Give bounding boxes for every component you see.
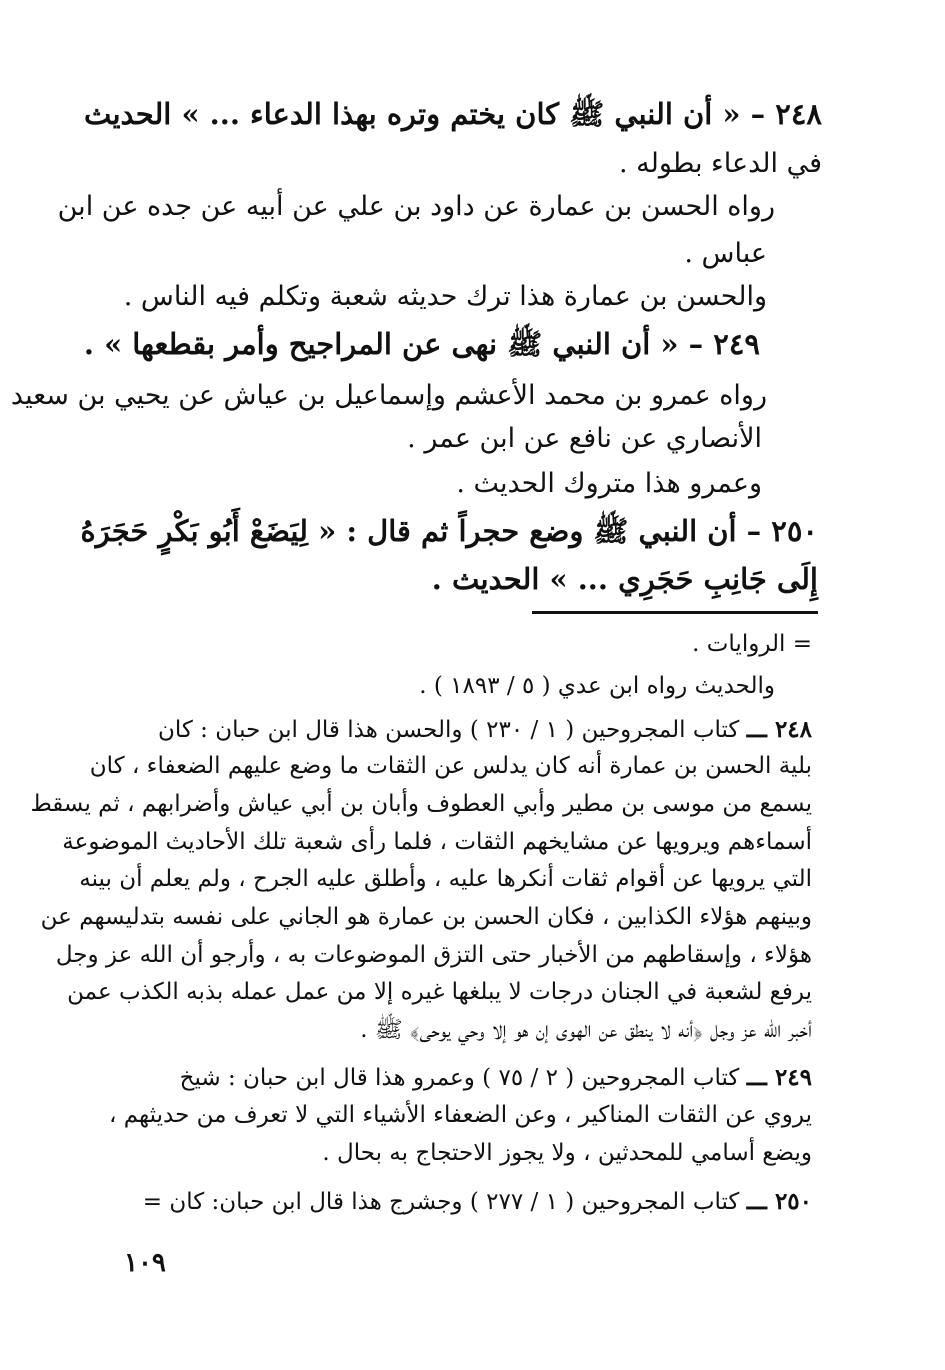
footnote-248-line-6: وبينهم هؤلاء الكذابين ، فكان الحسن بن عمارة هو الجاني على نفسه بتدليسهم عن <box>40 904 812 930</box>
footnote-249-number: ٢٤٩ ـــ <box>746 1064 812 1091</box>
page-number: ١٠٩ <box>124 1248 166 1278</box>
hadith-250-line-2: إِلَى جَانِبِ حَجَرِي ... » الحديث . <box>431 562 818 596</box>
footnote-248-line-3: يسمع من موسى بن مطير وأبي العطوف وأبان بن أبي عياش وأضرابهم ، ثم يسقط <box>30 791 812 817</box>
hadith-248-line-1: ٢٤٨ – « أن النبي ﷺ كان يختم وتره بهذا الدعاء ... » الحديث <box>83 97 822 131</box>
footnote-250-text: كتاب المجروحين ( ١ / ٢٧٧ ) وجشرج هذا قال ابن حبان: كان = <box>142 1189 740 1215</box>
hadith-249-chain-line-1: رواه عمرو بن محمد الأعشم وإسماعيل بن عياش عن يحيي بن سعيد <box>10 380 767 411</box>
hadith-249-chain-line-2: الأنصاري عن نافع عن ابن عمر . <box>407 423 762 454</box>
footnote-249-line-3: ويضع أسامي للمحدثين ، ولا يجوز الاحتجاج به بحال . <box>322 1140 812 1166</box>
footnote-248-line-2: بلية الحسن بن عمارة أنه كان يدلس عن الثقات ما وضع عليهم الضعفاء ، كان <box>89 753 812 779</box>
footnote-250-line-1 <box>143 1190 812 1214</box>
footnote-248-line-5: التي يرويها عن أقوام ثقات أنكرها عليه ، وأطلق عليه الجرح ، ولم يعلم أن بينه <box>79 866 812 892</box>
footnote-separator <box>532 611 818 614</box>
hadith-249-line-1: ٢٤٩ – « أن النبي ﷺ نهى عن المراجيح وأمر بقطعها » . <box>83 327 760 361</box>
hadith-248-grading: والحسن بن عمارة هذا ترك حديثه شعبة وتكلم فيه الناس . <box>123 281 767 312</box>
hadith-248-line-2: في الدعاء بطوله . <box>619 148 822 179</box>
footnote-250-number: ٢٥٠ ـــ <box>746 1188 812 1215</box>
footnote-248-line-1 <box>158 718 812 742</box>
footnote-248-line-9: أخبر الله عز وجل ﴿أنه لا ينطق عن الهوى إن هو إلا وحي يوحى﴾ ﷺ . <box>360 1017 812 1043</box>
footnote-249-text: كتاب المجروحين ( ٢ / ٧٥ ) وعمرو هذا قال ابن حبان : شيخ <box>179 1065 740 1091</box>
footnote-249-line-1 <box>180 1066 812 1090</box>
footnote-249-line-2: يروي عن الثقات المناكير ، وعن الضعفاء الأشياء التي لا تعرف من حديثهم ، <box>109 1102 812 1128</box>
footnote-248-line-8: يرفع لشعبة في الجنان درجات لا يبلغها غيره إلا من عمل عمله بذبه الكذب عمن <box>67 979 812 1005</box>
hadith-250-line-1: ٢٥٠ – أن النبي ﷺ وضع حجراً ثم قال : « لِيَضَعْ أَبُو بَكْرٍ حَجَرَهُ <box>80 514 818 548</box>
hadith-249-grading: وعمرو هذا متروك الحديث . <box>456 468 762 499</box>
hadith-248-chain-line-2: عباس . <box>684 238 767 269</box>
footnote-248-line-7: هؤلاء ، وإسقاطهم من الأخبار حتى التزق الموضوعات به ، وأرجو أن الله عز وجل <box>55 942 812 968</box>
footnote-continuation-2: والحديث رواه ابن عدي ( ٥ / ١٨٩٣ ) . <box>419 673 775 699</box>
footnote-248-line-4: أسماءهم ويرويها عن مشايخهم الثقات ، فلما رأى شعبة تلك الأحاديث الموضوعة <box>62 829 812 855</box>
footnote-248-number: ٢٤٨ ـــ <box>746 716 812 743</box>
footnote-continuation: = الروايات . <box>692 631 812 657</box>
hadith-248-chain-line-1: رواه الحسن بن عمارة عن داود بن علي عن أبيه عن جده عن ابن <box>57 191 775 222</box>
footnote-248-text: كتاب المجروحين ( ١ / ٢٣٠ ) والحسن هذا قال ابن حبان : كان <box>158 717 740 743</box>
